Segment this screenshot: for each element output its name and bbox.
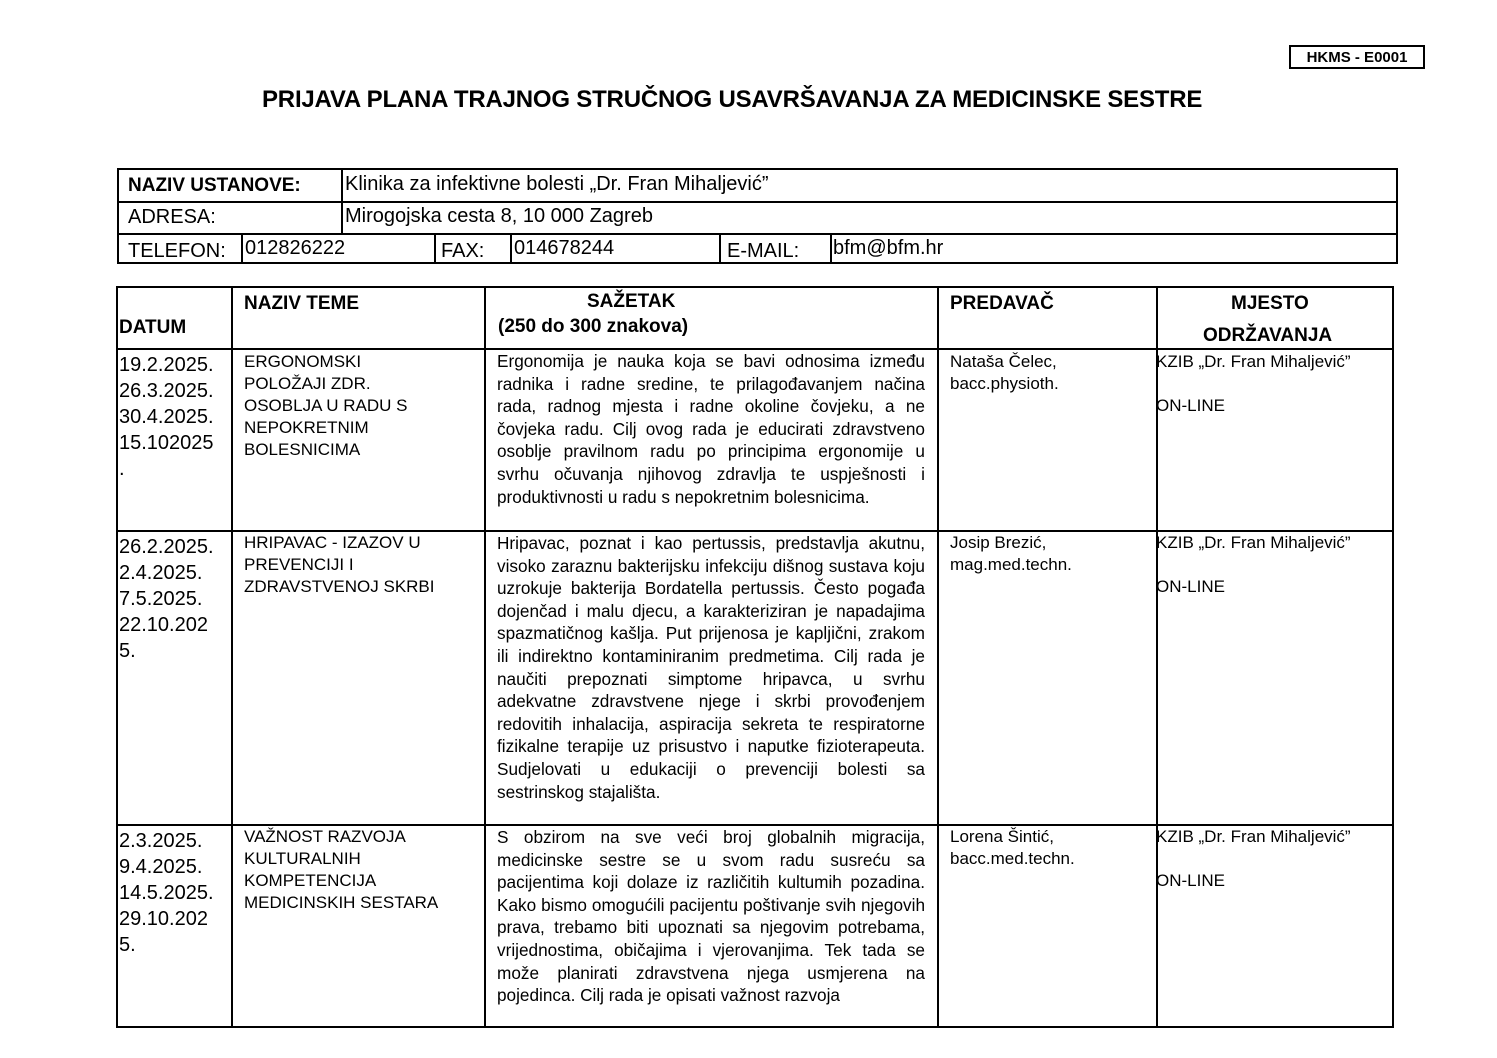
- divider: [830, 233, 832, 262]
- divider: [434, 233, 436, 262]
- divider: [719, 233, 721, 262]
- divider: [510, 233, 512, 262]
- header-date: DATUM: [119, 317, 187, 338]
- header-lecturer: PREDAVAČ: [950, 293, 1054, 314]
- institution-name-label: NAZIV USTANOVE:: [128, 175, 301, 196]
- row-summary: Hripavac, poznat i kao pertussis, predstavlja akutnu, visoko zaraznu bakterijsku infekciju dišnog sustava koju uzrokuje bakterija Bordatella pertussis. Često pogađa dojenčad i malu djecu, a karakteriziran je napadajima spazmatičnog kašlja. Put prijenosa je kapljični, zrakom ili indirektno kontaminiranim predmetima. Cilj rada je naučiti prepoznati simptome hripavca, u svrhu adekvatne zdravstvene njege i skrbi provođenjem redovitih inhalacija, aspiracija sekreta te respiratorne fizikalne terapije uz prisustvo i naputke fizioterapeuta. Sudjelovati u edukaciji o prevenciji bolesti sa sestrinskog stajališta.: [497, 533, 925, 802]
- column-divider: [937, 288, 939, 1026]
- row-topic: HRIPAVAC - IZAZOV U PREVENCIJI I ZDRAVSTVENOJ SKRBI: [244, 533, 435, 596]
- header-summary: SAŽETAK: [587, 291, 676, 312]
- row-dates: 2.3.2025. 9.4.2025. 14.5.2025. 29.10.202 5.: [119, 830, 214, 956]
- divider: [119, 233, 1396, 235]
- row-dates: 26.2.2025. 2.4.2025. 7.5.2025. 22.10.202 5.: [119, 536, 214, 662]
- row-place-name: KZIB „Dr. Fran Mihaljević”: [1156, 352, 1351, 371]
- row-place-mode: ON-LINE: [1156, 577, 1225, 596]
- header-place: MJESTO: [1231, 293, 1309, 314]
- header-place-2: ODRŽAVANJA: [1203, 325, 1333, 346]
- row-lecturer: Josip Brezić, mag.med.techn.: [950, 533, 1072, 574]
- fax-value: 014678244: [514, 237, 615, 259]
- phone-label: TELEFON:: [128, 240, 226, 262]
- row-lecturer: Lorena Šintić, bacc.med.techn.: [950, 827, 1075, 868]
- topics-table: [116, 286, 1394, 1028]
- row-place: [1156, 532, 1351, 598]
- divider: [119, 201, 1396, 203]
- address-label: ADRESA:: [128, 206, 216, 228]
- column-divider: [231, 288, 233, 1026]
- header-summary-note: (250 do 300 znakova): [498, 316, 689, 337]
- fax-label: FAX:: [441, 240, 485, 262]
- address-value: Mirogojska cesta 8, 10 000 Zagreb: [345, 205, 653, 227]
- header-topic: NAZIV TEME: [244, 293, 360, 314]
- row-place: [1156, 351, 1351, 417]
- row-summary: S obzirom na sve veći broj globalnih migracija, medicinske sestre se u svom radu susreću sa pacijentima koji dolaze iz različitih kultumih pozadina. Kako bismo omogućili pacijentu poštivanje svih njegovih prava, trebamo biti upoznati sa njegovim potrebama, vrijednostima, običajima i vjerovanjima. Tek tada se može planirati zdravstvena njega usmjerena na pojedinca. Cilj rada je opisati važnost razvoja: [497, 827, 925, 1006]
- divider: [241, 233, 243, 262]
- column-divider: [484, 288, 486, 1026]
- row-place-mode: ON-LINE: [1156, 871, 1225, 890]
- row-topic: VAŽNOST RAZVOJA KULTURALNIH KOMPETENCIJA MEDICINSKIH SESTARA: [244, 827, 439, 912]
- row-dates: 19.2.2025. 26.3.2025. 30.4.2025. 15.102025 .: [119, 354, 214, 480]
- row-place-name: KZIB „Dr. Fran Mihaljević”: [1156, 827, 1351, 846]
- institution-info-box: [117, 168, 1398, 264]
- email-label: E-MAIL:: [727, 240, 800, 262]
- row-lecturer: Nataša Čelec, bacc.physioth.: [950, 352, 1059, 393]
- institution-name-value: Klinika za infektivne bolesti „Dr. Fran Mihaljević”: [345, 173, 769, 195]
- row-place: [1156, 826, 1351, 892]
- phone-value: 012826222: [245, 237, 346, 259]
- row-place-mode: ON-LINE: [1156, 396, 1225, 415]
- divider: [341, 170, 343, 233]
- email-value: bfm@bfm.hr: [833, 237, 944, 259]
- row-place-name: KZIB „Dr. Fran Mihaljević”: [1156, 533, 1351, 552]
- row-summary: Ergonomija je nauka koja se bavi odnosima između radnika i radne sredine, te prilagođavanjem načina rada, radnog mjesta i radne okoline čovjeku, a ne čovjeka radu. Cilj ovog rada je educirati zdravstveno osoblje pravilnom radu po principima ergonomije u svrhu očuvanja njihovog zdravlja te uspješnosti i produktivnosti u radu s nepokretnim bolesnicima.: [497, 351, 925, 507]
- row-topic: ERGONOMSKI POLOŽAJI ZDR. OSOBLJA U RADU S NEPOKRETNIM BOLESNICIMA: [244, 352, 408, 459]
- document-code: HKMS - E0001: [1289, 45, 1425, 69]
- document-title: PRIJAVA PLANA TRAJNOG STRUČNOG USAVRŠAVANJA ZA MEDICINSKE SESTRE: [262, 86, 1203, 113]
